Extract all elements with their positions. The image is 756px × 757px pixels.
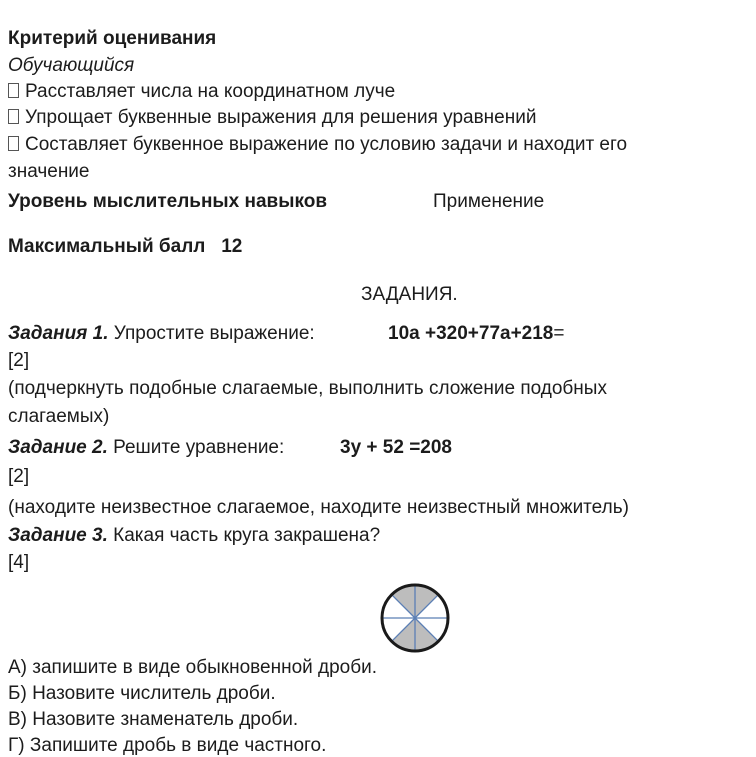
criteria-bullet-3-continued: значение [8,161,90,182]
criteria-bullet-text: Упрощает буквенные выражения для решения уравнений [25,107,537,128]
max-score [8,236,242,258]
task3-subquestion-c: В) Назовите знаменатель дроби. [8,709,299,730]
learner-label: Обучающийся [8,55,135,76]
task1-points: [2] [8,350,30,371]
criteria-bullet-text: Расставляет числа на координатном луче [25,81,396,102]
task2-text: Решите уравнение: [107,437,285,458]
task1-eq-sign: = [553,323,565,344]
task2-expression: 3y + 52 =208 [340,437,452,458]
criteria-bullet-text: Составляет буквенное выражение по условию задачи и находит его [25,134,628,155]
task2-hint: (находите неизвестное слагаемое, находите неизвестный множитель) [8,497,629,518]
tasks-heading: ЗАДАНИЯ. [361,284,458,305]
criteria-title: Критерий оценивания [8,28,217,49]
max-score-label: Максимальный балл [8,236,206,257]
task2-points: [2] [8,466,30,487]
criteria-bullet-2 [8,107,536,129]
criteria-bullet-3 [8,134,627,156]
skills-value: Применение [433,191,545,212]
task1-hint-line2: слагаемых) [8,406,110,427]
task1-expression: 10a +320+77a+218 [388,323,554,344]
shaded-circle-figure [378,581,452,655]
task3-points: [4] [8,552,30,573]
criteria-bullet-1 [8,81,395,103]
task3-subquestion-d: Г) Запишите дробь в виде частного. [8,735,327,756]
task2-label: Задание 2. [8,437,108,458]
task3-subquestion-a: А) запишите в виде обыкновенной дроби. [8,657,378,678]
task3-line [8,525,380,547]
task1-expression-line [388,323,564,345]
task1-text: Упростите выражение: [108,323,315,344]
task3-text: Какая часть круга закрашена? [107,525,381,546]
task1-hint-line1: (подчеркнуть подобные слагаемые, выполнить сложение подобных [8,378,607,399]
task1-label: Задания 1. [8,323,109,344]
task2-line [8,437,284,459]
bullet-box-icon [8,83,19,98]
task3-subquestion-b: Б) Назовите числитель дроби. [8,683,276,704]
task1-line [8,323,315,345]
bullet-box-icon [8,136,19,151]
task3-label: Задание 3. [8,525,108,546]
max-score-value: 12 [221,236,243,257]
bullet-box-icon [8,109,19,124]
skills-label: Уровень мыслительных навыков [8,191,328,212]
